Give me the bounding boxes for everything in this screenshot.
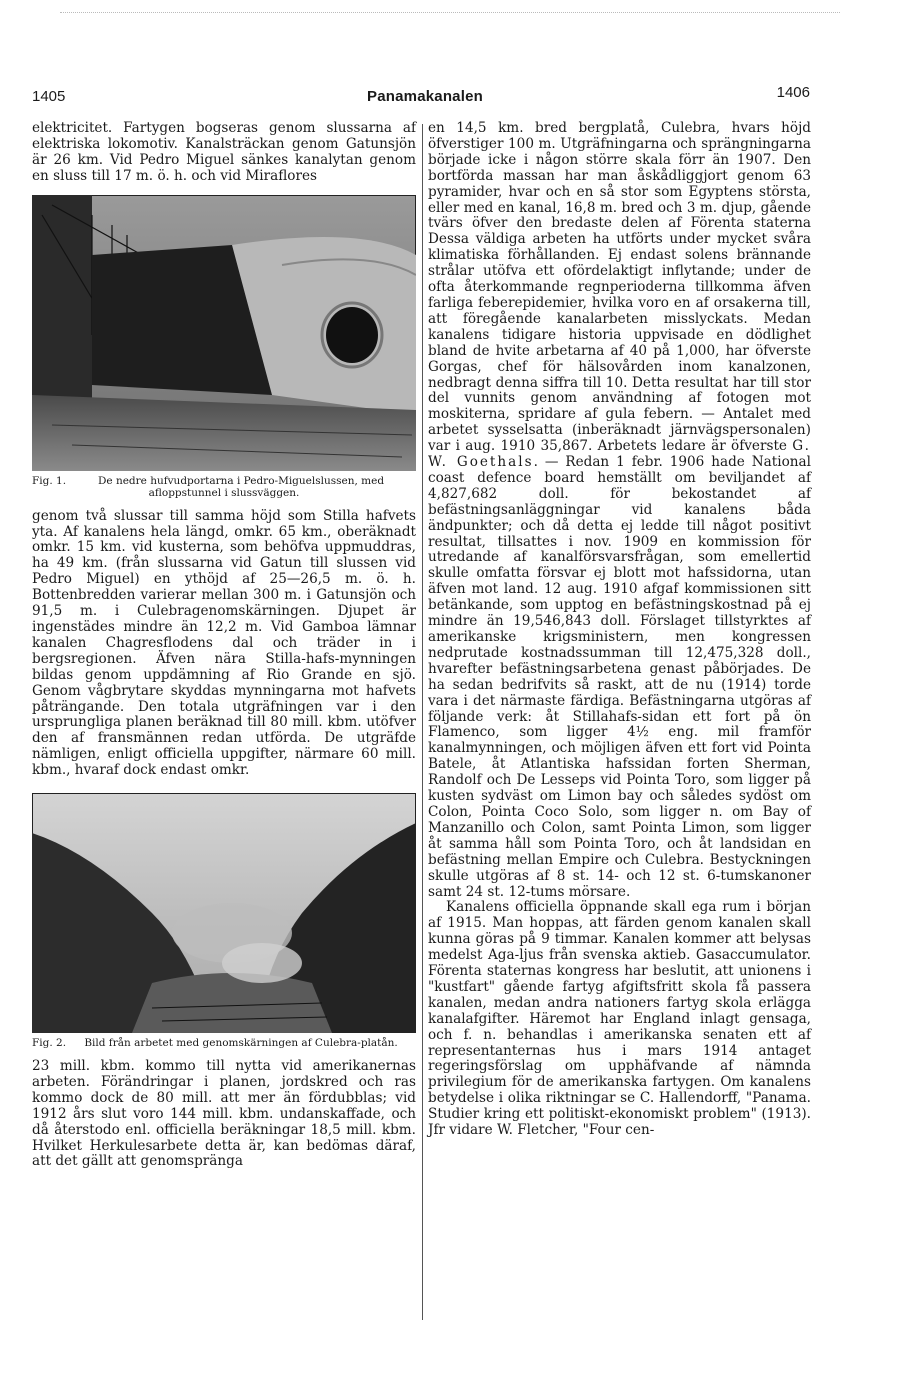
figure-1-photo xyxy=(32,195,416,471)
figure-2-number: Fig. 2. xyxy=(32,1037,67,1050)
column-divider xyxy=(422,124,423,1320)
right-paragraph-1 xyxy=(428,121,811,900)
figure-1-caption xyxy=(32,475,416,499)
scan-edge-noise xyxy=(60,12,840,15)
figure-2 xyxy=(32,793,416,1049)
right-paragraph-2: Kanalens officiella öppnande skall ega rum i början af 1915. Man hoppas, att färden genom kanalen skall kunna göras på 9 timmar. Kanalen kommer att belysas medelst Aga-ljus från svenska aktieb. Gasaccumulator. Förenta staternas kongress har beslutit, att unionens i "kustfart" gående fartyg afgiftsfritt skola få passera kanalen, medan andra nationers fartyg skola erlägga kanalafgifter. Häremot har England inlagt gensaga, och f. n. behandlas i amerikanska senaten ett af representanternas hus i mars 1914 antaget regeringsförslag om upphäfvande af nämnda privilegium för de amerikanska fartygen. Om kanalens betydelse i olika riktningar se C. Hallendorff, "Panama. Studier kring ett politiskt-ekonomiskt problem" (1913). Jfr vidare W. Fletcher, "Four cen- xyxy=(428,899,811,1139)
left-paragraph-2: genom två slussar till samma höjd som Stilla hafvets yta. Af kanalens hela längd, omkr. 65 km., oberäknadt omkr. 15 km. vid kusterna, som behöfva uppmuddras, ha 49 km. (från slussarna vid Gatun till slussen vid Pedro Miguel) en ythöjd af 25—26,5 m. ö. h. Bottenbredden varierar mellan 300 m. i Gatunsjön och 91,5 m. i Culebragenomskärningen. Djupet är ingenstädes mindre än 12,2 m. Vid Gamboa lämnar kanalen Chagresflodens dal och träder in i bergsregionen. Äfven nära Stilla-hafs-mynningen bildas genom uppdämning af Rio Grande en sjö. Genom vågbrytare skyddas mynningarna mot hafvets påträngande. Den totala utgräfningen var i den ursprungliga planen beräknad till 80 mill. kbm. utöfver den af fransmännen redan utförda. De utgräfde nämligen, enligt officiella uppgifter, närmare 60 mill. kbm., hvaraf dock endast omkr. xyxy=(32,507,416,779)
figure-2-photo xyxy=(32,793,416,1033)
goethals-name: G. W. Goethals xyxy=(428,438,811,471)
page-number-left: 1405 xyxy=(32,88,66,105)
right-paragraph-1-part-a: en 14,5 km. bred bergplatå, Culebra, hvars höjd öfverstiger 100 m. Utgräfningarna och sprängningarna började icke i någon större skala förr än 1907. Den bortförda massan har man åskådliggjort genom 63 pyramider, hvar och en så stor som Egyptens största, eller med en kanal, 16,8 m. bred och 3 m. djup, gående tvärs öfver den bredaste delen af Förenta staterna Dessa väldiga arbeten ha utförts under mycket svåra klimatiska förhållanden. Ej endast solens brännande strålar utöfva ett ofördelaktigt inflytande; under de ofta återkommande regnperioderna tillkomma äfven farliga feberepidemier, hvilka voro en af orsakerna till, att föregående kanalarbeten misslyckats. Medan kanalens tidigare historia uppvisade en dödlighet bland de hvite arbetarna af 40 på 1,000, har öfverste Gorgas, chef för hälsovården inom kanalzonen, nedbragt denna siffra till 10. Detta resultat har till stor del vunnits genom användning af fotogen mot moskiterna, spridare af gula febern. — Antalet med arbetet sysselsatta (inberäknadt järnvägspersonalen) var i aug. 1910 35,867. Arbetets ledare är öfverste xyxy=(428,120,811,455)
figure-1-caption-text: De nedre hufvudportarna i Pedro-Miguelslussen, med afloppstunnel i slussväggen. xyxy=(97,474,385,499)
left-paragraph-3: 23 mill. kbm. kommo till nytta vid amerikanernas arbeten. Förändringar i planen, jordskred och ras kommo dock de 80 mill. att mer än fördubblas; vid 1912 års slut voro 144 mill. kbm. undanskaffade, och då återstodo enl. officiella beräkningar 18,5 mill. kbm. Hvilket Herkulesarbete detta är, kan bedömas däraf, att det gällt att genomspränga xyxy=(32,1058,416,1170)
figure-2-caption xyxy=(32,1037,416,1049)
left-column xyxy=(32,121,416,1170)
right-paragraph-1-part-b: . — Redan 1 febr. 1906 hade National coast defence board hemställt om beviljandet af 4,827,682 doll. för bekostandet af befästningsanläggningar vid kanalens båda ändpunkter; och då detta ej ledde till något positivt resultat, tillsattes i nov. 1909 en kommission för utredande af kanalförsvarsfrågan, som emellertid skulle omfatta försvar ej blott mot hafssidorna, utan äfven mot land. 12 aug. 1910 afgaf kommissionen sitt betänkande, som upptog en befästningskostnad på ej mindre än 19,546,843 doll. Förslaget tillstyrktes af amerikanske krigsministern, men kongressen nedprutade kostnadssumman till 12,475,328 doll., hvarefter befästningsarbetena genast påbörjades. De ha sedan bedrifvits så raskt, att de nu (1914) torde vara i det närmaste färdiga. Befästningarna utgöras af följande verk: åt Stillahafs-sidan ett fort på ön Flamenco, som ligger 4½ eng. mil framför kanalmynningen, och möjligen äfven ett fort vid Pointa Batele, åt Atlantiska hafssidan forten Sherman, Randolf och De Lesseps vid Pointa Toro, som ligger på kusten sydväst om Limon bay och således sydöst om Colon, Pointa Coco Solo, som ligger n. om Bay of Manzanillo och Colon, samt Pointa Limon, som ligger åt samma håll som Pointa Toro, och åt landsidan en befästning mellan Empire och Culebra. Bestyckningen skulle utgöras af 8 st. 14- och 12 st. 6-tumskanoner samt 24 st. 12-tums mörsare. xyxy=(428,454,811,900)
page-number-right: 1406 xyxy=(776,84,810,101)
figure-2-caption-text: Bild från arbetet med genomskärningen af Culebra-platån. xyxy=(84,1037,398,1050)
figure-1 xyxy=(32,195,416,499)
left-paragraph-1: elektricitet. Fartygen bogseras genom slussarna af elektriska lokomotiv. Kanalsträckan genom Gatunsjön är 26 km. Vid Pedro Miguel sänkes kanalytan genom en sluss till 17 m. ö. h. och vid Miraflores xyxy=(32,120,416,184)
running-title: Panamakanalen xyxy=(367,88,483,105)
right-column xyxy=(428,121,811,1139)
figure-1-number: Fig. 1. xyxy=(32,474,67,487)
